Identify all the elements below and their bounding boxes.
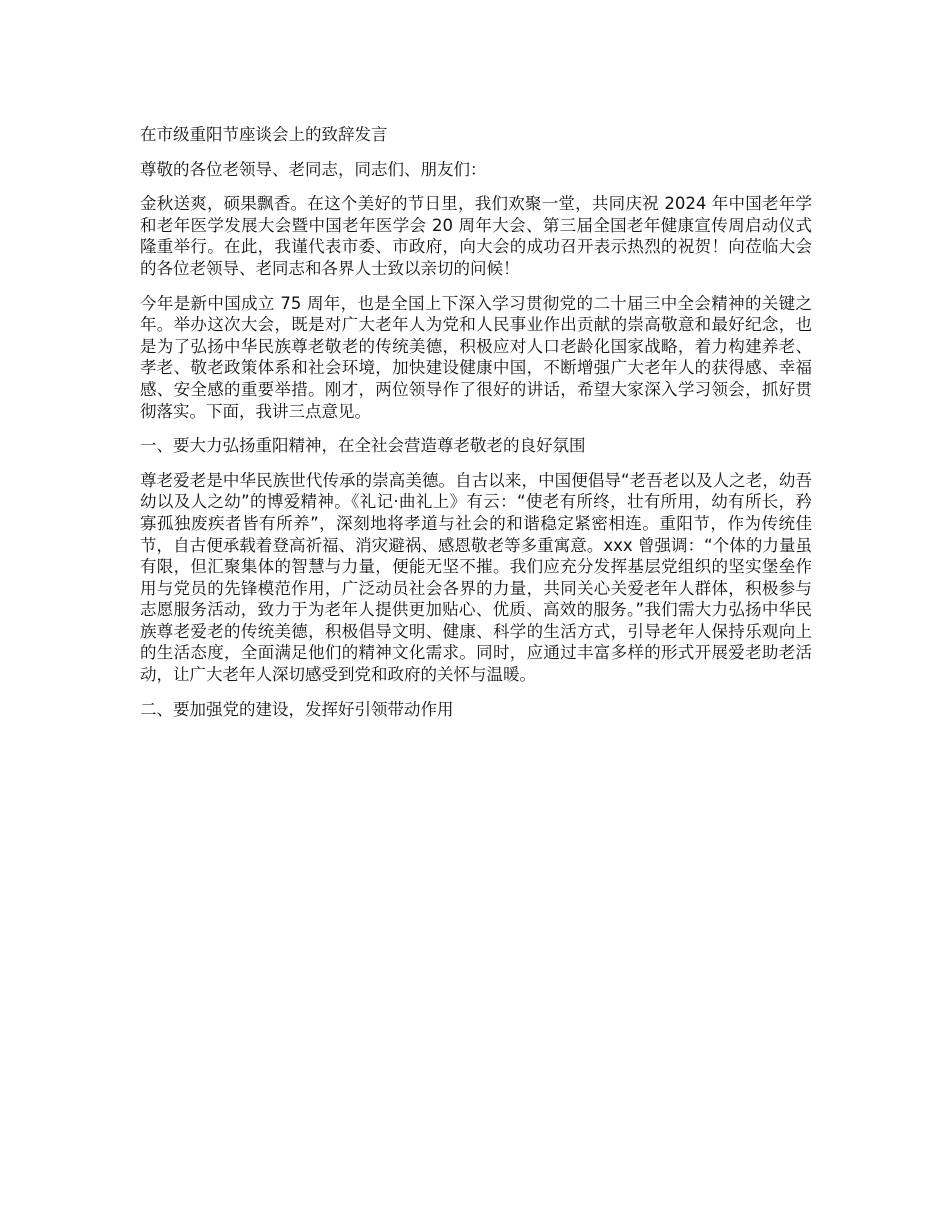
salutation: 尊敬的各位老领导、老同志，同志们、朋友们：	[140, 159, 487, 179]
paragraph-1: 金秋送爽，硕果飘香。在这个美好的节日里，我们欢聚一堂，共同庆祝 2024 年中国老年学和老年医学发展大会暨中国老年医学会 20 周年大会、第三届全国老年健康宣传周启动仪式隆重举行。在此，我谨代表市委、市政府，向大会的成功召开表示热烈的祝贺！向莅临大会的各位老领导、老同志和各界人士致以亲切的问候！	[140, 194, 812, 278]
paragraph-3: 尊老爱老是中华民族世代传承的崇高美德。自古以来，中国便倡导“老吾老以及人之老，幼吾幼以及人之幼”的博爱精神。《礼记·曲礼上》有云：“使老有所终，壮有所用，幼有所长，矜寡孤独废疾者皆有所养”，深刻地将孝道与社会的和谐稳定紧密相连。重阳节，作为传统佳节，自古便承载着登高祈福、消灾避祸、感恩敬老等多重寓意。xxx 曾强调：“个体的力量虽有限，但汇聚集体的智慧与力量，便能无坚不摧。我们应充分发挥基层党组织的坚实堡垒作用与党员的先锋模范作用，广泛动员社会各界的力量，共同关心关爱老年人群体，积极参与志愿服务活动，致力于为老年人提供更加贴心、优质、高效的服务。”我们需大力弘扬中华民族尊老爱老的传统美德，积极倡导文明、健康、科学的生活方式，引导老年人保持乐观向上的生活态度，全面满足他们的精神文化需求。同时，应通过丰富多样的形式开展爱老助老活动，让广大老年人深切感受到党和政府的关怀与温暖。	[140, 470, 812, 685]
section-heading-1: 一、要大力弘扬重阳精神，在全社会营造尊老敬老的良好氛围	[140, 436, 586, 456]
document-title: 在市级重阳节座谈会上的致辞发言	[140, 125, 388, 144]
document-body	[140, 124, 812, 733]
paragraph-2: 今年是新中国成立 75 周年，也是全国上下深入学习贯彻党的二十届三中全会精神的关键之年。举办这次大会，既是对广大老年人为党和人民事业作出贡献的崇高敬意和最好纪念，也是为了弘扬中华民族尊老敬老的传统美德，积极应对人口老龄化国家战略，着力构建养老、孝老、敬老政策体系和社会环境，加快建设健康中国，不断增强广大老年人的获得感、幸福感、安全感的重要举措。刚才，两位领导作了很好的讲话，希望大家深入学习领会，抓好贯彻落实。下面，我讲三点意见。	[140, 293, 812, 421]
section-heading-2: 二、要加强党的建设，发挥好引领带动作用	[140, 699, 454, 719]
